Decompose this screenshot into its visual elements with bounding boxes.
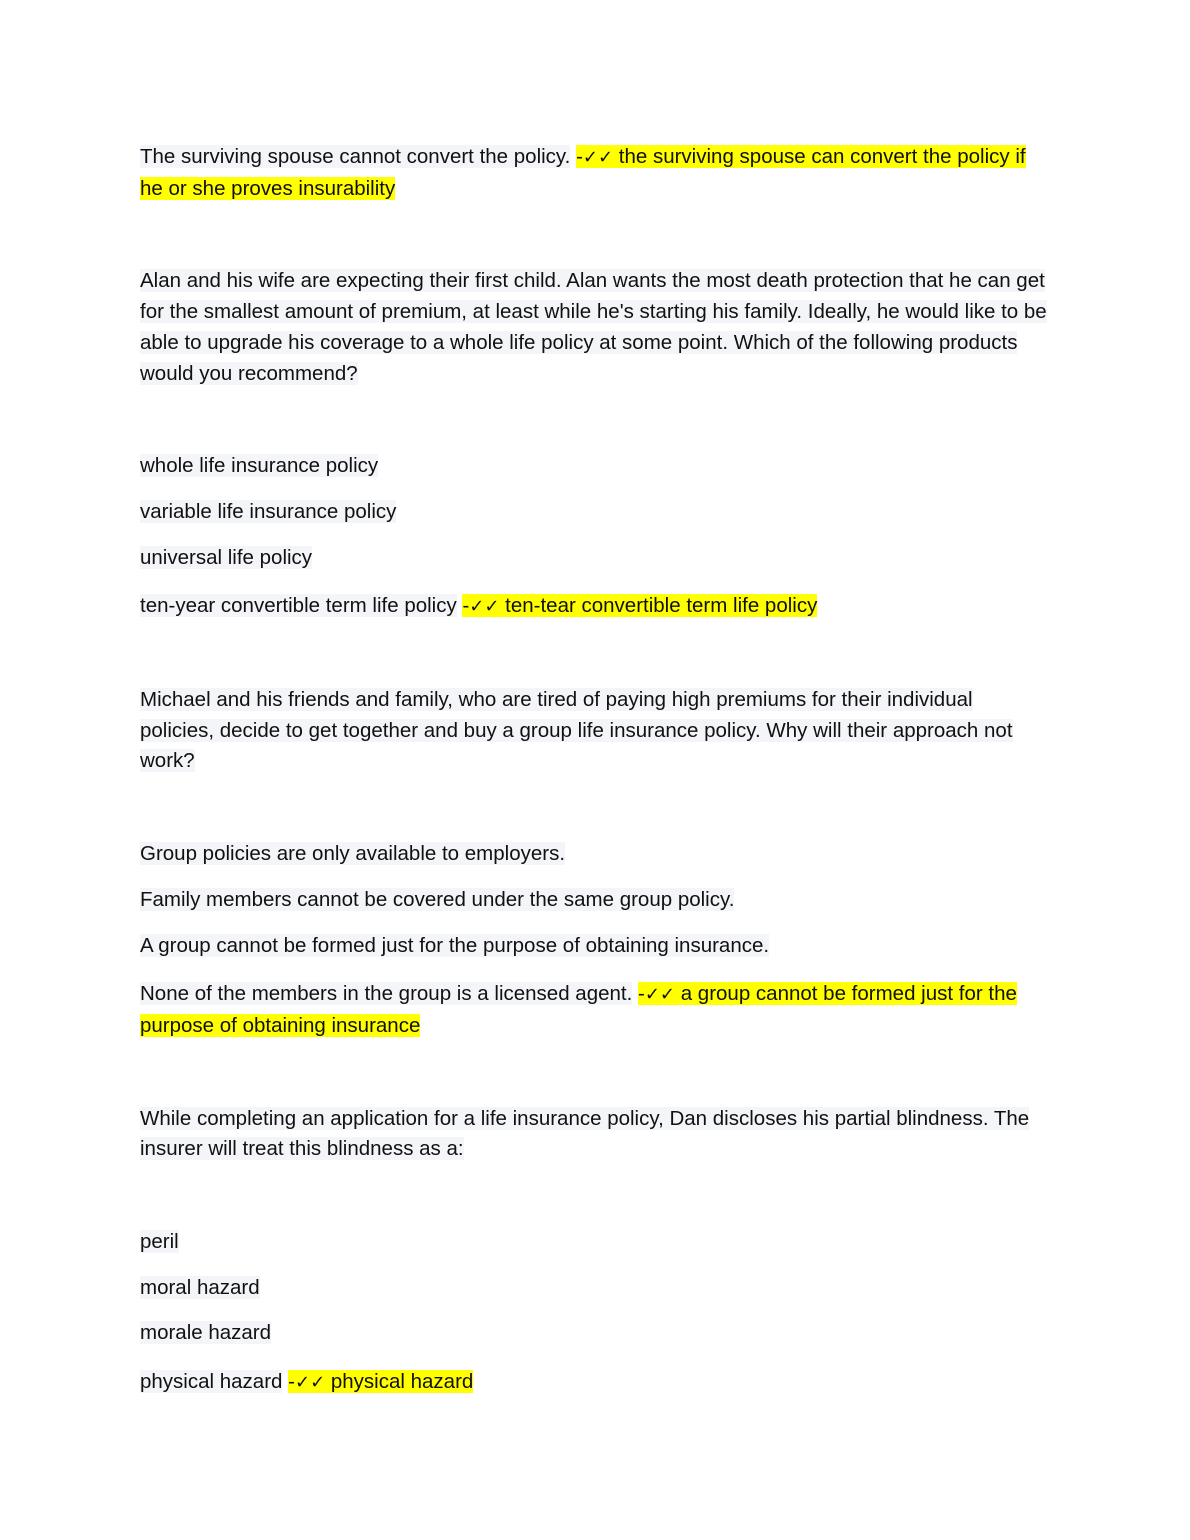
option-3d: [140, 979, 1050, 1041]
option-3a: [140, 839, 1050, 870]
option-text: variable life insurance policy: [140, 499, 397, 523]
document-page: [140, 142, 1050, 1399]
option-2c: [140, 543, 1050, 574]
answer-text: ten-tear convertible term life policy: [505, 594, 818, 618]
answer-text: a group cannot be formed just for the purpose of obtaining insurance: [140, 982, 1017, 1037]
question-3: [140, 685, 1050, 777]
option-3b: [140, 885, 1050, 916]
option-text: Group policies are only available to employers.: [140, 842, 566, 866]
option-text: peril: [140, 1230, 179, 1254]
option-text: None of the members in the group is a licensed agent.: [140, 982, 633, 1006]
answer-text: physical hazard: [330, 1370, 474, 1394]
option-3c: [140, 931, 1050, 962]
question-text: While completing an application for a life insurance policy, Dan discloses his partial blindness. The insurer will treat this blindness as a:: [140, 1106, 1030, 1161]
option-text: moral hazard: [140, 1275, 260, 1299]
question-4: [140, 1104, 1050, 1165]
question-text: Alan and his wife are expecting their first child. Alan wants the most death protection that he can get for the smallest amount of premium, at least while he's starting his family. Ideally, he would like to be able to upgrade his coverage to a whole life policy at some point. Which of the following products would you recommend?: [140, 269, 1047, 385]
option-4d: [140, 1367, 1050, 1399]
question-2: [140, 266, 1050, 389]
answer-text: the surviving spouse can convert the policy if he or she proves insurability: [140, 145, 1026, 200]
answer-line-1: [140, 142, 1050, 204]
double-check-icon: ✓✓: [294, 1372, 326, 1394]
option-4a: [140, 1227, 1050, 1258]
option-4b: [140, 1273, 1050, 1304]
double-check-icon: ✓✓: [469, 596, 500, 618]
option-4c: [140, 1318, 1050, 1349]
answer-marker: -: [638, 982, 645, 1006]
answer-highlight: [288, 1370, 473, 1393]
option-2a: [140, 451, 1050, 482]
answer-marker: -: [576, 145, 583, 168]
option-text: ten-year convertible term life policy: [140, 594, 457, 618]
option-text: morale hazard: [140, 1321, 272, 1345]
option-text: A group cannot be formed just for the purpose of obtaining insurance.: [140, 933, 770, 957]
option-text: Family members cannot be covered under the same group policy.: [140, 887, 735, 911]
option-2d: [140, 591, 1050, 623]
double-check-icon: ✓✓: [644, 984, 675, 1006]
question-text: Michael and his friends and family, who are tired of paying high premiums for their individual policies, decide to get together and buy a group life insurance policy. Why will their approach not work?: [140, 688, 1013, 773]
option-text: physical hazard: [140, 1370, 283, 1394]
answer-highlight: [462, 594, 817, 617]
answer-marker: -: [288, 1370, 295, 1394]
option-text: whole life insurance policy: [140, 454, 379, 478]
option-2b: [140, 497, 1050, 528]
question-tail: The surviving spouse cannot convert the policy.: [140, 145, 571, 168]
option-text: universal life policy: [140, 545, 313, 569]
answer-marker: -: [462, 594, 470, 618]
double-check-icon: ✓✓: [582, 147, 614, 168]
